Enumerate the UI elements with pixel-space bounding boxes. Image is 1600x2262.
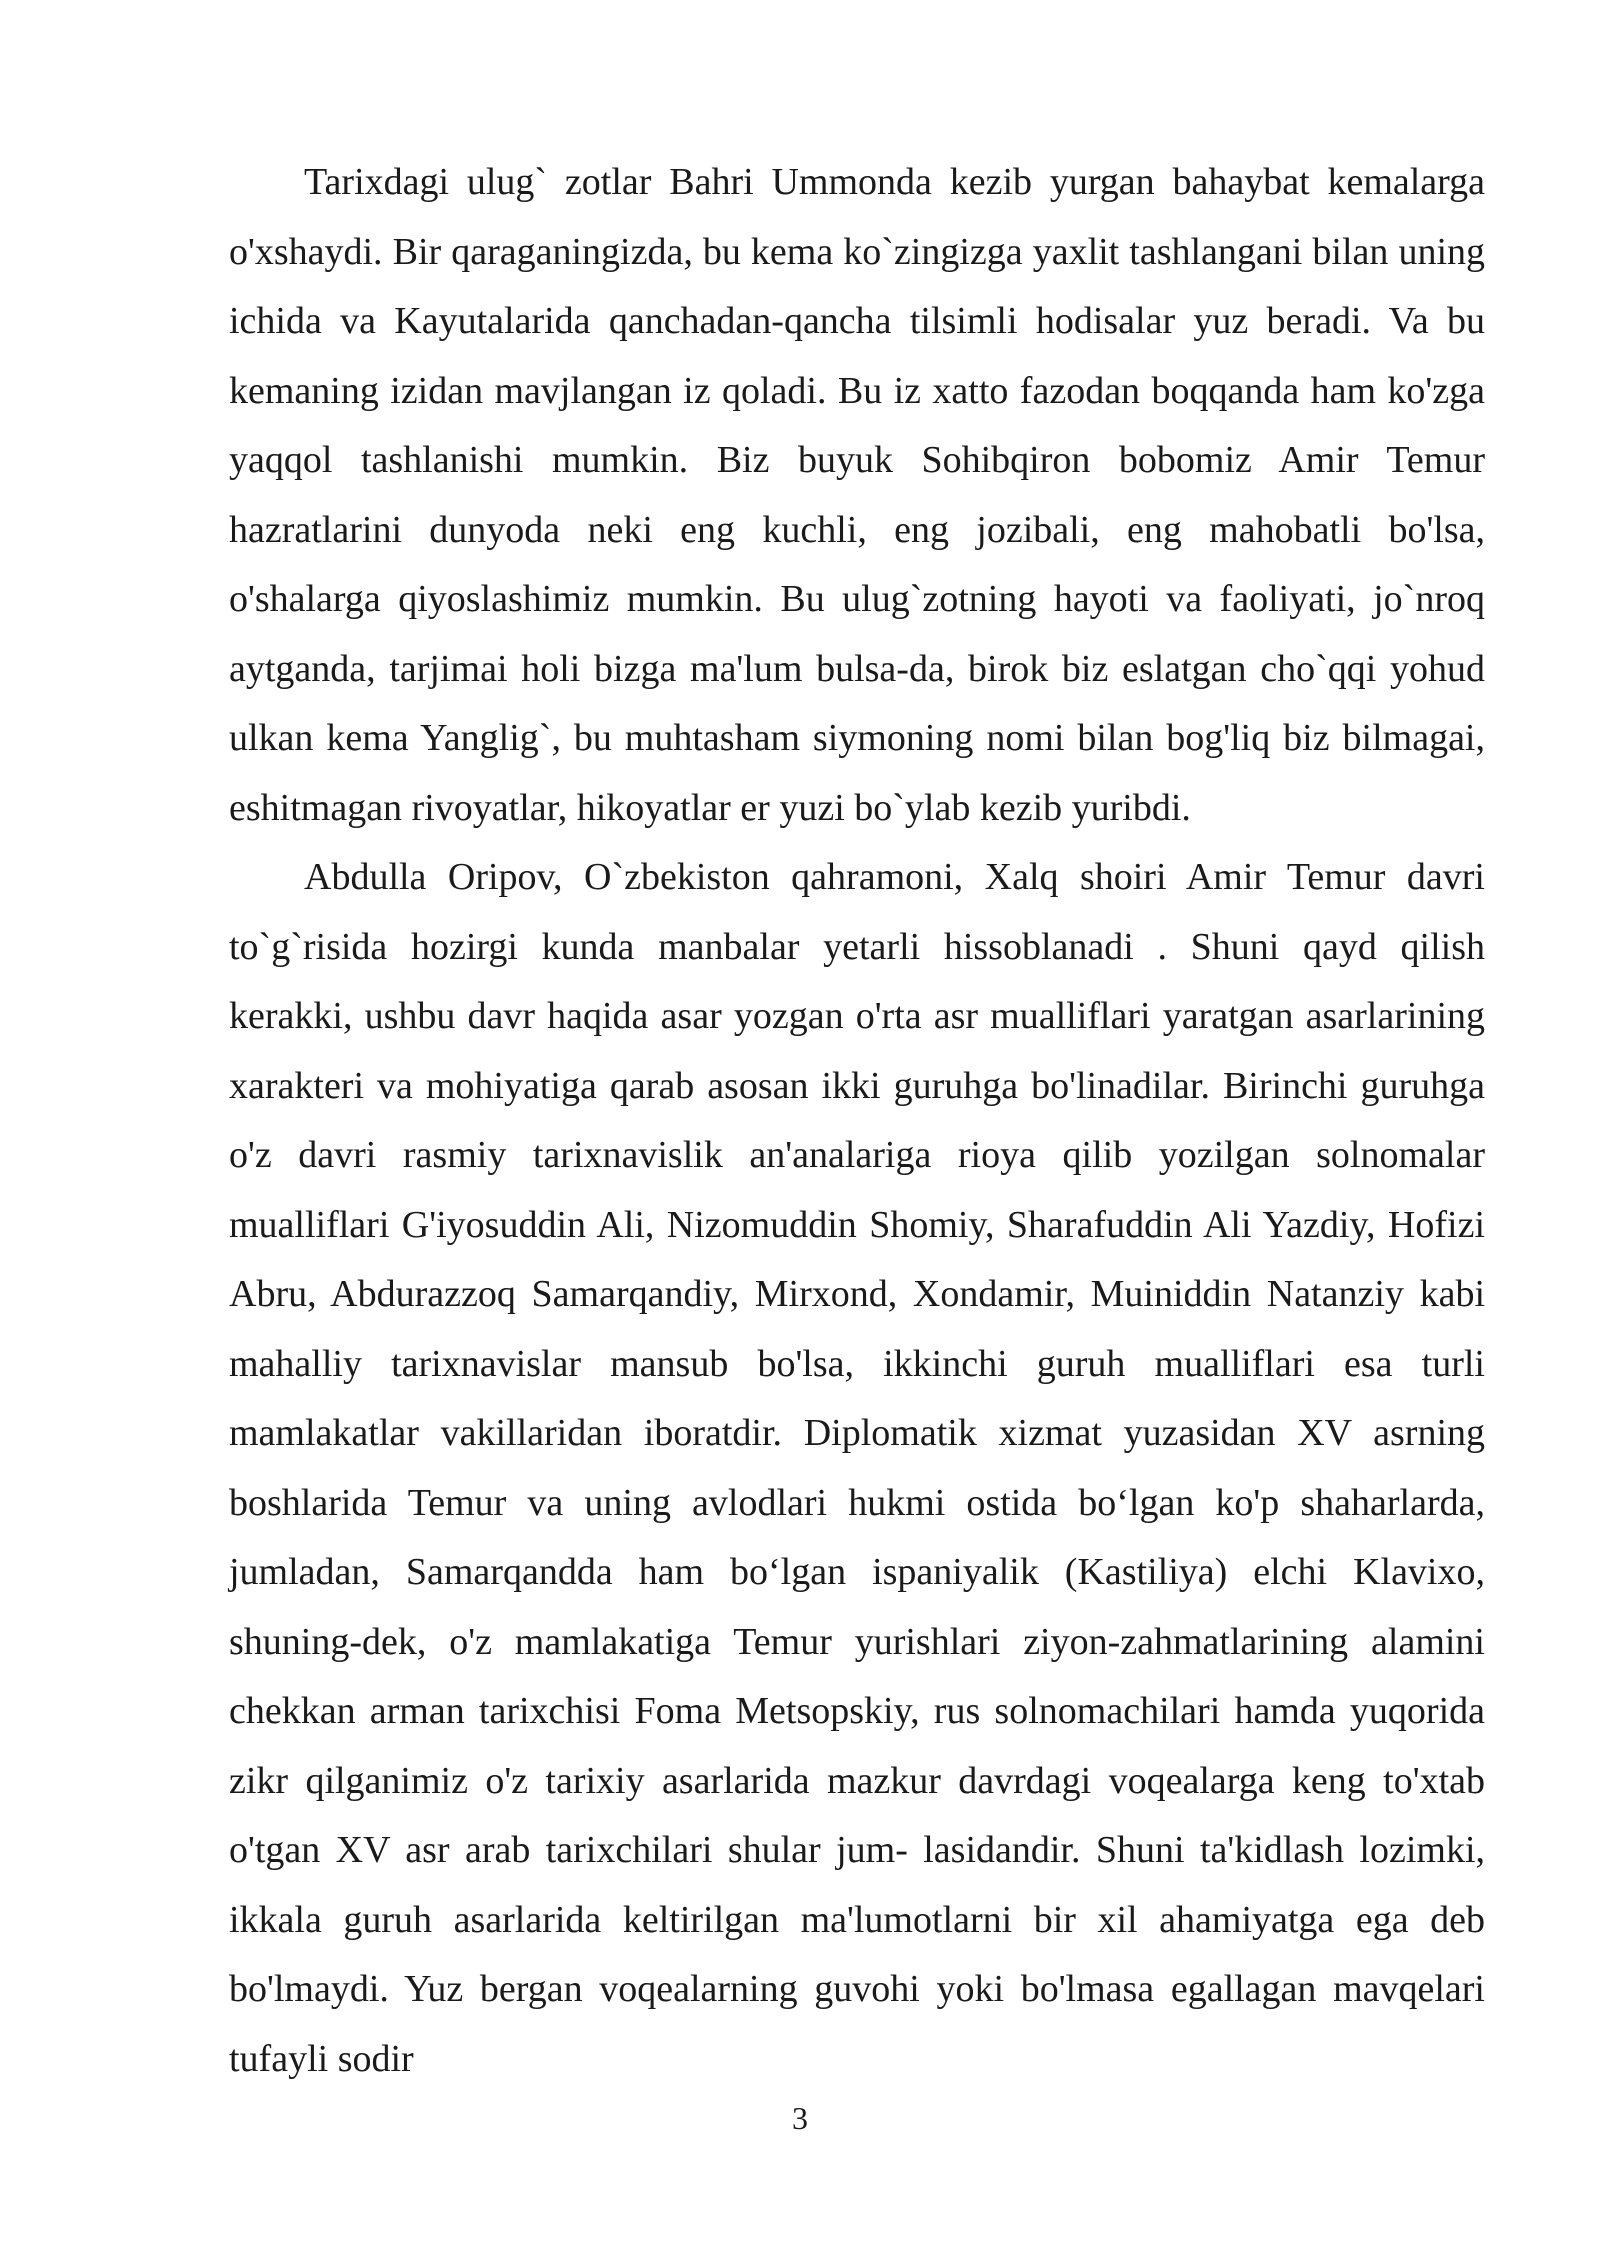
page-number: 3 [792,2100,808,2136]
paragraph-amir-temur-ships: Tarixdagi ulug` zotlar Bahri Ummonda kezib yurgan bahaybat kemalarga o'xshaydi. Bir qaraganingizda, bu kema ko`zingizga yaxlit tashlangani bilan uning ichida va Kayutalarida qanchadan-qancha tilsimli hodisalar yuz beradi. Va bu kemaning izidan mavjlangan iz qoladi. Bu iz xatto fazodan boqqanda ham ko'zga yaqqol tashlanishi mumkin. Biz buyuk Sohibqiron bobomiz Amir Temur hazratlarini dunyoda neki eng kuchli, eng jozibali, eng mahobatli bo'lsa, o'shalarga qiyoslashimiz mumkin. Bu ulug`zotning hayoti va faoliyati, jo`nroq aytganda, tarjimai holi bizga ma'lum bulsa-da, birok biz eslatgan cho`qqi yohud ulkan kema Yanglig`, bu muhtasham siymoning nomi bilan bog'liq biz bilmagai, eshitmagan rivoyatlar, hikoyatlar er yuzi bo`ylab kezib yuribdi. [229,161,1485,829]
paragraph-sources-overview: Abdulla Oripov, O`zbekiston qahramoni, Xalq shoiri Amir Temur davri to`g`risida hozirgi kunda manbalar yetarli hissoblanadi . Shuni qayd qilish kerakki, ushbu davr haqida asar yozgan o'rta asr mualliflari yaratgan asarlarining xarakteri va mohiyatiga qarab asosan ikki guruhga bo'linadilar. Birinchi guruhga o'z davri rasmiy tarixnavislik an'analariga rioya qilib yozilgan solnomalar mualliflari G'iyosuddin Ali, Nizomuddin Shomiy, Sharafuddin Ali Yazdiy, Hofizi Abru, Abdurazzoq Samarqandiy, Mirxond, Xondamir, Muiniddin Natanziy kabi mahalliy tarixnavislar mansub bo'lsa, ikkinchi guruh mualliflari esa turli mamlakatlar vakillaridan iboratdir. Diplomatik xizmat yuzasidan XV asrning boshlarida Temur va uning avlodlari hukmi ostida bo‘lgan ko'p shaharlarda, jumladan, Samarqandda ham bo‘lgan ispaniyalik (Kastiliya) elchi Klavixo, shuning-dek, o'z mamlakatiga Temur yurishlari ziyon-zahmatlarining alamini chekkan arman tarixchisi Foma Metsopskiy, rus solnomachilari hamda yuqorida zikr qilganimiz o'z tarixiy asarlarida mazkur davrdagi voqealarga keng to'xtab o'tgan XV asr arab tarixchilari shular jum- lasidandir. Shuni ta'kidlash lozimki, ikkala guruh asarlarida keltirilgan ma'lumotlarni bir xil ahamiyatga ega deb bo'lmaydi. Yuz bergan voqealarning guvohi yoki bo'lmasa egallagan mavqelari tufayli sodir [229,856,1485,2080]
document-body [229,148,1485,2094]
